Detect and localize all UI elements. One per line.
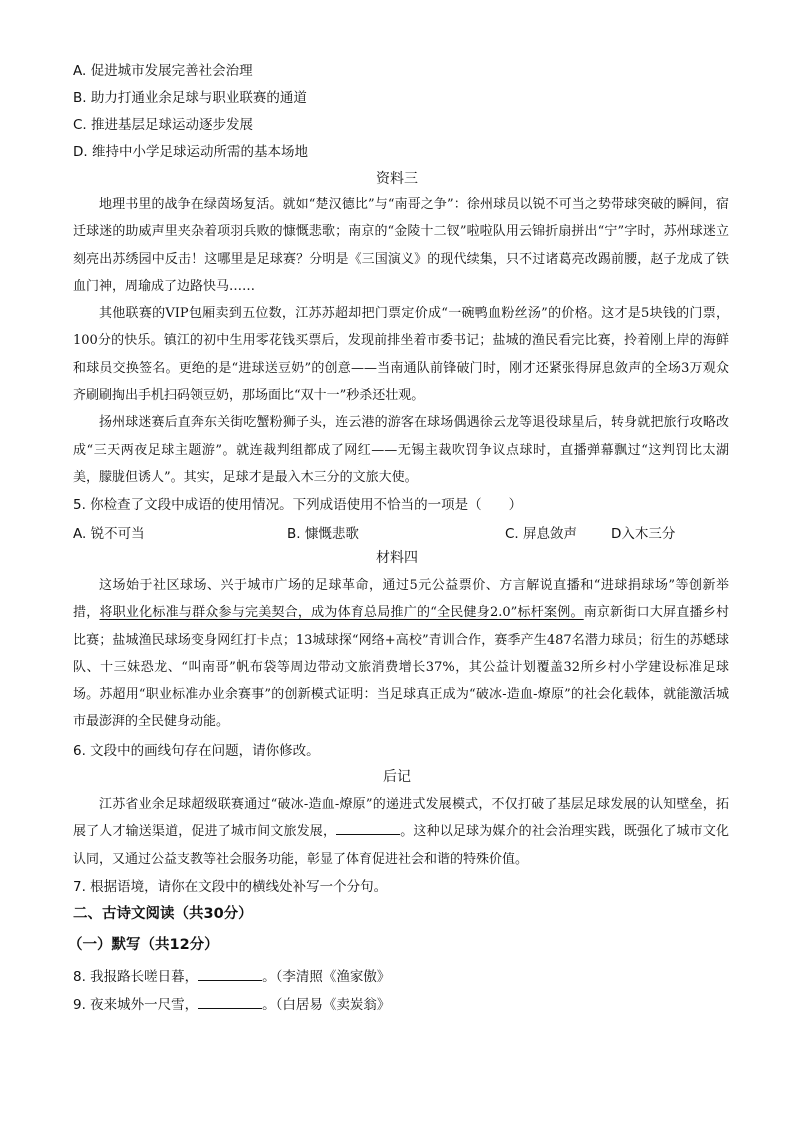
material4-title: 材料四	[376, 550, 418, 566]
material4-text-before: 这场始于社区球场、兴于城市广场的足球革命，通过5元公益票价、方言解说直播和“进球捐球场”等创新举措，	[73, 578, 729, 621]
q9-blank[interactable]	[198, 994, 262, 1009]
q8-text-after: 。（李清照《渔家傲》	[262, 969, 391, 985]
question-5-stem: 5. 你检查了文段中成语的使用情况。下列成语使用不恰当的一项是（ ）	[73, 497, 523, 513]
question-6: 6. 文段中的画线句存在问题，请你修改。	[73, 743, 320, 759]
material3-paragraph-2: 其他联赛的VIP包厢卖到五位数，江苏苏超却把门票定价成“一碗鸭血粉丝汤”的价格。这才是5块钱的门票，100分的快乐。镇江的初中生用零花钱买票后，发现前排坐着市委书记；盐城的渔民看完比赛，拎着刚上岸的海鲜和球员交换签名。更绝的是“进球送豆奶”的创意——当南通队前锋破门时，刚才还紧张得屏息敛声的全场3万观众齐刷刷掏出手机扫码领豆奶，那场面比“双十一”秒杀还壮观。	[73, 306, 729, 404]
afterword-text-before: 江苏省业余足球超级联赛通过“破冰-造血-燎原”的递进式发展模式，不仅打破了基层足球发展的认知壁垒，拓展了人才输送渠道，促进了城市间文旅发展，	[73, 797, 729, 840]
afterword-title: 后记	[383, 769, 411, 785]
option-a-prev: A. 促进城市发展完善社会治理	[73, 63, 253, 79]
fill-blank[interactable]	[336, 820, 400, 835]
material4-body	[73, 572, 729, 736]
afterword-paragraph	[73, 791, 729, 873]
question-8	[73, 966, 390, 987]
q5-option-d: D入木三分	[611, 526, 676, 542]
q8-text-before: 8. 我报路长嗟日暮，	[73, 969, 199, 985]
question-7: 7. 根据语境，请你在文段中的横线处补写一个分句。	[73, 879, 388, 895]
q5-option-c: C. 屏息敛声	[505, 526, 578, 542]
afterword-text-after: 。这种以足球为媒介的社会治理实践，既强化了城市文化认同，又通过公益支教等社会服务功能，彰显了体育促进社会和谐的特殊价值。	[73, 824, 729, 867]
material3-body	[73, 191, 729, 491]
material4-text-after: 南京新街口大屏直播乡村比赛；盐城渔民球场变身网红打卡点；13城球探“网络+高校”青训合作，赛季产生487名潜力球员；衍生的苏蟋球队、十三妹恐龙、“叫南哥”帆布袋等周边带动文旅消费增长37%，其公益计划覆盖32所乡村小学建设标准足球场。苏超用“职业标准办业余赛事”的创新模式证明：当足球真正成为“破冰-造血-燎原”的社会化载体，就能激活城市最澎湃的全民健身动能。	[73, 605, 729, 730]
material3-paragraph-3: 扬州球迷赛后直奔东关街吃蟹粉狮子头，连云港的游客在球场偶遇徐云龙等退役球星后，转身就把旅行攻略改成“三天两夜足球主题游”。就连裁判组都成了网红——无锡主裁吹罚争议点球时，直播弹幕飘过“这判罚比太湖美，朦胧但诱人”。其实，足球才是最入木三分的文旅大使。	[73, 415, 729, 485]
question-9	[73, 994, 390, 1015]
afterword-body	[73, 791, 729, 873]
subsection-1-heading: （一）默写（共12分）	[68, 937, 219, 953]
underlined-sentence: 将职业化标准与群众参与完美契合，成为体育总局推广的“全民健身2.0”标杆案例。	[99, 605, 584, 621]
q8-blank[interactable]	[198, 966, 262, 981]
question-5-options	[73, 522, 713, 544]
section-2-heading: 二、古诗文阅读（共30分）	[73, 906, 253, 922]
q5-option-a: A. 锐不可当	[73, 526, 145, 542]
material3-title: 资料三	[376, 171, 418, 187]
option-c-prev: C. 推进基层足球运动逐步发展	[73, 117, 254, 133]
q9-text-after: 。（白居易《卖炭翁》	[262, 997, 391, 1013]
q5-option-b: B. 慷慨悲歌	[287, 526, 359, 542]
q9-text-before: 9. 夜来城外一尺雪，	[73, 997, 199, 1013]
option-b-prev: B. 助力打通业余足球与职业联赛的通道	[73, 90, 307, 106]
material3-paragraph-1: 地理书里的战争在绿茵场复活。就如“楚汉德比”与“南哥之争”：徐州球员以锐不可当之势带球突破的瞬间，宿迁球迷的助威声里夹杂着项羽兵败的慷慨悲歌；南京的“金陵十二钗”啦啦队用云锦折扇拼出“宁”字时，苏州球迷立刻亮出苏绣园中反击！这哪里是足球赛？分明是《三国演义》的现代续集，只不过诸葛亮改踢前腰，赵子龙成了铁血门神，周瑜成了边路快马……	[73, 197, 729, 294]
material4-paragraph-1	[73, 572, 729, 736]
option-d-prev: D. 维持中小学足球运动所需的基本场地	[73, 144, 308, 160]
